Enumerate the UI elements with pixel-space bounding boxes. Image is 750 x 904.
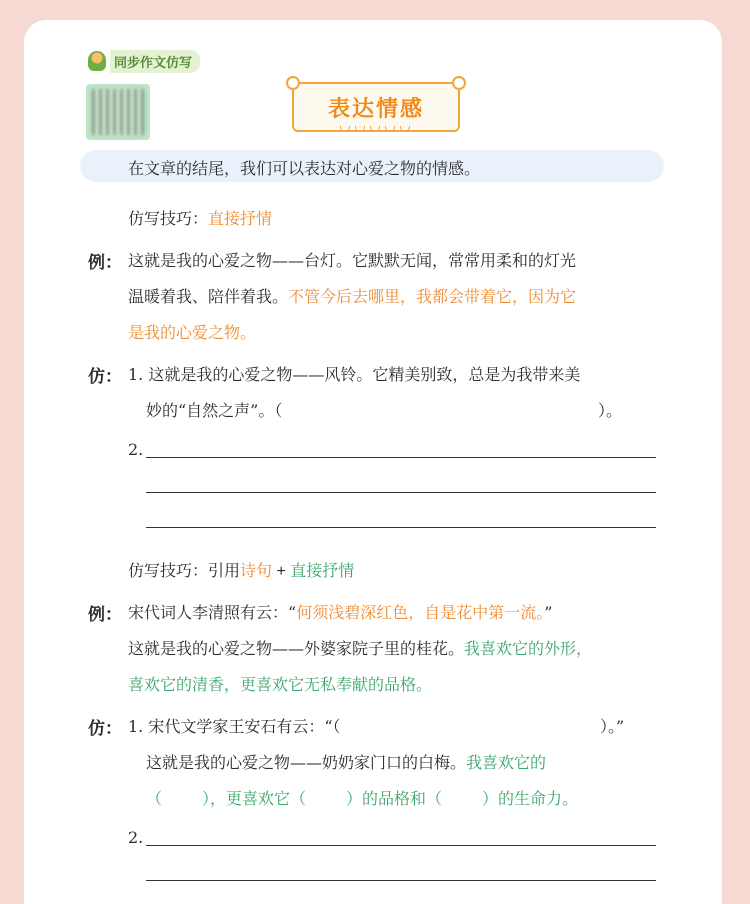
skill-poem: 诗句	[240, 563, 273, 580]
blank-text-3: ）的品格和（	[346, 789, 443, 808]
imitate1-item2-number: 2.	[128, 440, 144, 459]
imitate2-item1-close: ）。”	[600, 717, 625, 736]
tag-label: 同步作文仿写	[110, 50, 200, 73]
example2-line1	[128, 600, 552, 623]
imitate2-item1-line3	[146, 786, 578, 809]
mascot-icon	[88, 51, 106, 71]
page-title: 表达情感	[327, 95, 424, 121]
example1-line2-highlight: 不管今后去哪里，我都会带着它，因为它	[288, 287, 577, 306]
intro-text: 在文章的结尾，我们可以表达对心爱之物的情感。	[128, 159, 481, 178]
skill-label: 仿写技巧：	[128, 211, 209, 228]
example2-line2	[128, 636, 592, 659]
imitate-label-2: 仿：	[88, 719, 122, 738]
example-label-1: 例：	[88, 253, 122, 272]
imitate1-item1-line1: 1. 这就是我的心爱之物——风铃。它精美别致，总是为我带来美	[128, 365, 581, 384]
example1-line2-plain: 温暖着我、陪伴着我。	[128, 287, 289, 306]
imitate1-item1-close: ）。	[598, 401, 623, 420]
title-decoration	[340, 126, 410, 134]
imitate2-line2-plain: 这就是我的心爱之物——奶奶家门口的白梅。	[146, 753, 467, 772]
imitate2-item1-line2	[146, 750, 546, 773]
answer-line[interactable]	[146, 845, 656, 846]
answer-line[interactable]	[146, 492, 656, 493]
imitate1-item1-line2: 妙的“自然之声”。（	[146, 401, 283, 420]
example1-line2	[128, 284, 576, 307]
example2-poem: 何须浅碧深红色，自是花中第一流。	[296, 603, 545, 622]
example1-line3: 是我的心爱之物。	[128, 323, 257, 342]
skill-direct: 直接抒情	[290, 563, 355, 580]
imitate-label-1: 仿：	[88, 367, 122, 386]
skill-cite: 引用	[208, 563, 241, 580]
intro-banner	[80, 150, 664, 182]
imitate2-item1-line1: 1. 宋代文学家王安石有云：“（	[128, 717, 341, 736]
example2-line1-plain: 宋代词人李清照有云：“	[128, 603, 297, 622]
title-banner	[292, 82, 460, 132]
qr-code[interactable]	[86, 84, 150, 140]
skill-line-1	[128, 206, 272, 229]
example-label-2: 例：	[88, 605, 122, 624]
answer-line[interactable]	[146, 880, 656, 881]
imitate2-item2-number: 2.	[128, 828, 144, 847]
example2-line2-plain: 这就是我的心爱之物——外婆家院子里的桂花。	[128, 639, 465, 658]
answer-line[interactable]	[146, 457, 656, 458]
skill-line-2	[128, 558, 354, 581]
blank-open-1: （	[146, 789, 163, 808]
blank-text-4: ）的生命力。	[482, 789, 579, 808]
skill-value: 直接抒情	[208, 211, 273, 228]
section-tag	[88, 50, 206, 72]
blank-text-2: ），更喜欢它（	[202, 789, 307, 808]
example1-line1: 这就是我的心爱之物——台灯。它默默无闻，常常用柔和的灯光	[128, 251, 577, 270]
example2-line2-highlight: 我喜欢它的外形，	[464, 639, 593, 658]
example2-line3: 喜欢它的清香，更喜欢它无私奉献的品格。	[128, 675, 433, 694]
example2-quote-close: ”	[544, 603, 553, 622]
skill-plus: +	[272, 563, 291, 580]
imitate2-line2-highlight: 我喜欢它的	[466, 753, 547, 772]
skill-label: 仿写技巧：	[128, 563, 209, 580]
answer-line[interactable]	[146, 527, 656, 528]
